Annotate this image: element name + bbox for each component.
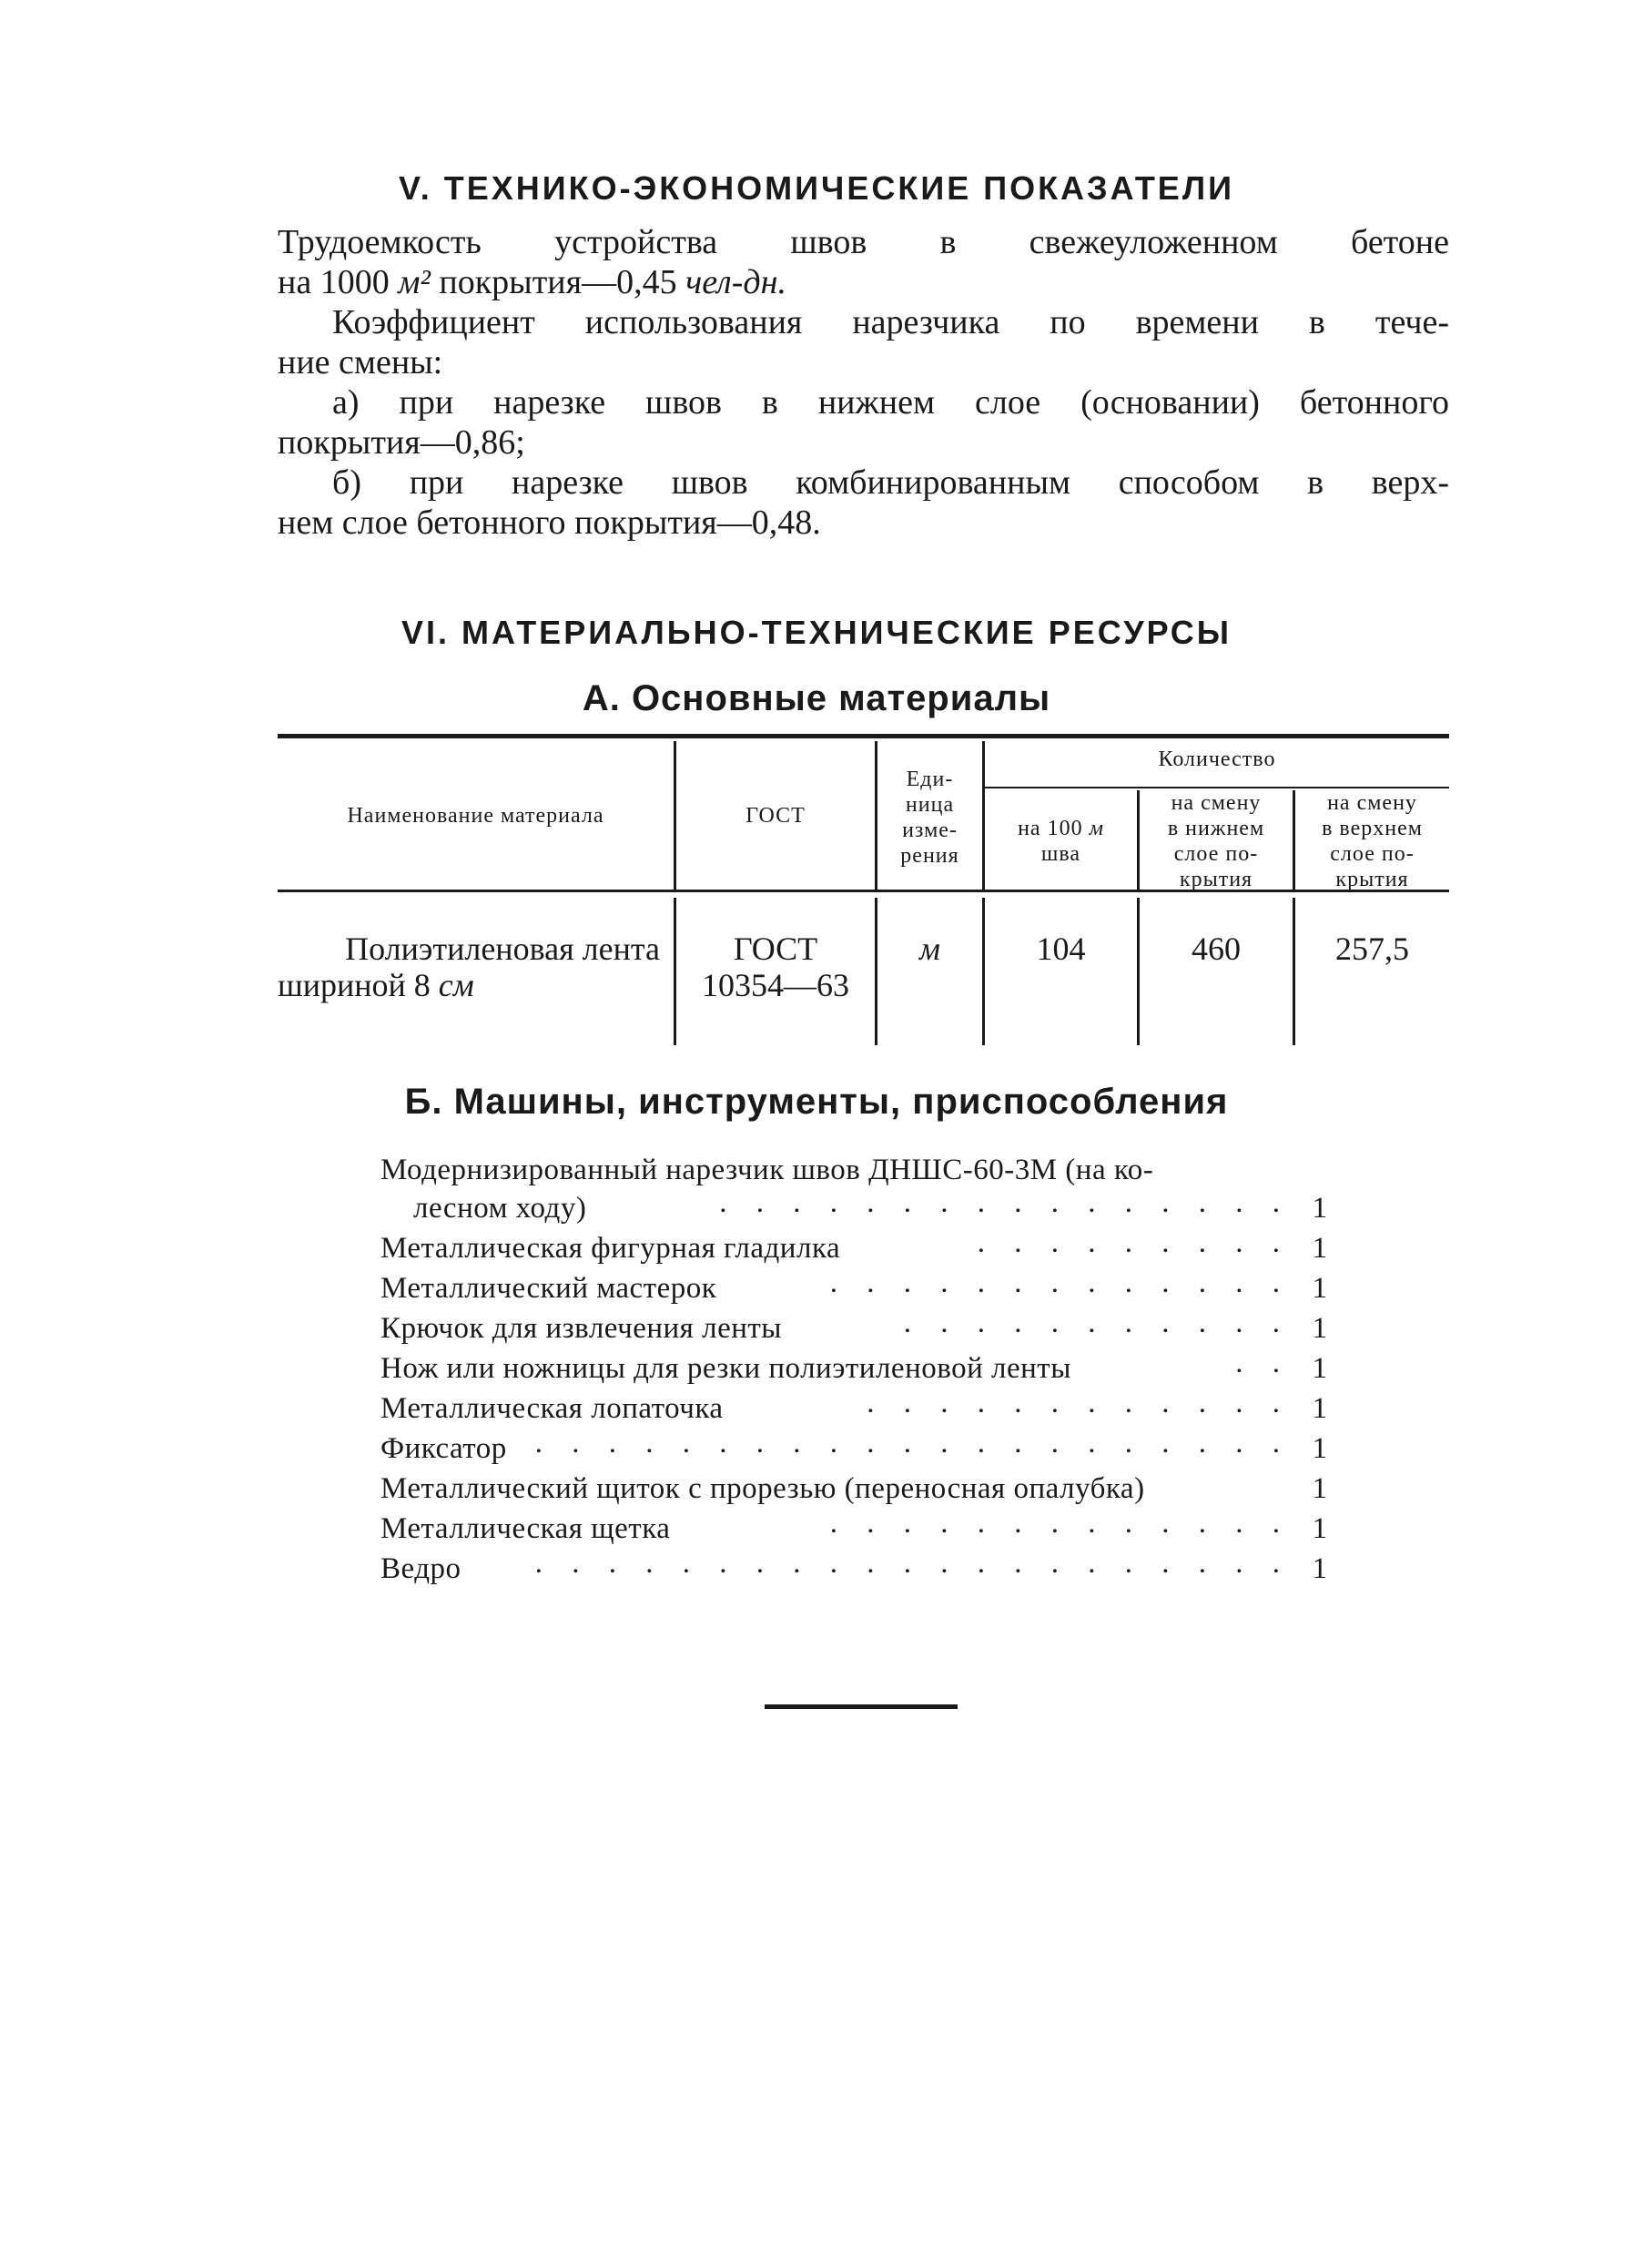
header-material-name: Наименование материала bbox=[347, 804, 604, 828]
list-item: Ведро . . . . . . . . . . . . . . . . . . . . . 1 bbox=[380, 1547, 1327, 1585]
coef-line-2: ние смены: bbox=[278, 343, 443, 381]
row-unit: м bbox=[919, 931, 940, 967]
col-divider bbox=[875, 898, 877, 1045]
quantity-sub-rule bbox=[985, 787, 1449, 788]
machines-title: Б. Машины, инструменты, приспособления bbox=[404, 1082, 1229, 1122]
item-a-line-2: покрытия—0,86; bbox=[278, 423, 525, 462]
materials-table bbox=[278, 734, 1449, 1045]
section-5-text bbox=[278, 222, 1449, 543]
header-per-100m: на 100 м шва bbox=[1018, 817, 1104, 866]
item-b-line-2: нем слое бетонного покрытия—0,48. bbox=[278, 503, 821, 542]
col-divider bbox=[1137, 898, 1140, 1045]
list-item: Крючок для извлечения ленты . . . . . . . . . . . 1 bbox=[380, 1307, 1327, 1345]
row-shift-upper: 257,5 bbox=[1335, 931, 1409, 967]
header-quantity: Количество bbox=[1158, 748, 1276, 771]
header-gost: ГОСТ bbox=[746, 804, 806, 828]
item-a-line-1: а) при нарезке швов в нижнем слое (основании) бетонного bbox=[332, 383, 1449, 422]
col-divider bbox=[1293, 898, 1295, 1045]
row-per-100m: 104 bbox=[1036, 931, 1086, 967]
coef-line-1: Коэффициент использования нарезчика по времени в тече- bbox=[332, 303, 1449, 341]
row-shift-lower: 460 bbox=[1192, 931, 1241, 967]
labor-line-1: Трудоемкость устройства швов в свежеуложенном бетоне bbox=[278, 223, 1449, 261]
list-item: Металлический мастерок . . . . . . . . . . . . . 1 bbox=[380, 1266, 1327, 1305]
col-divider bbox=[982, 898, 985, 1045]
list-item: Модернизированный нарезчик швов ДНШС-60-3М (на ко- bbox=[380, 1154, 1154, 1186]
row-gost: ГОСТ 10354—63 bbox=[702, 931, 849, 1003]
section-5-title: V. ТЕХНИКО-ЭКОНОМИЧЕСКИЕ ПОКАЗАТЕЛИ bbox=[399, 169, 1234, 207]
section-6-title: VI. МАТЕРИАЛЬНО-ТЕХНИЧЕСКИЕ РЕСУРСЫ bbox=[401, 614, 1232, 651]
list-item: Нож или ножницы для резки полиэтиленовой ленты . . 1 bbox=[380, 1347, 1327, 1385]
list-item: Фиксатор . . . . . . . . . . . . . . . . . . . . . 1 bbox=[380, 1427, 1327, 1465]
list-item: Металлическая лопаточка . . . . . . . . . . . . 1 bbox=[380, 1387, 1327, 1425]
table-top-rule bbox=[278, 734, 1449, 738]
list-item: Металлическая фигурная гладилка . . . . . . . . . 1 bbox=[380, 1226, 1327, 1265]
list-item: Металлический щиток с прорезью (переносная опалубка) 1 bbox=[380, 1472, 1327, 1505]
labor-line-2: на 1000 м² покрытия—0,45 чел-дн. bbox=[278, 263, 786, 301]
header-shift-upper: на смену в верхнем слое по- крытия bbox=[1322, 791, 1423, 891]
item-b-line-1: б) при нарезке швов комбинированным способом в верх- bbox=[332, 463, 1449, 502]
list-item: Металлическая щетка . . . . . . . . . . . . . 1 bbox=[380, 1507, 1327, 1545]
materials-title: А. Основные материалы bbox=[582, 678, 1051, 718]
header-unit: Еди- ница изме- рения bbox=[900, 768, 959, 868]
end-divider bbox=[765, 1704, 958, 1709]
row-material-name: Полиэтиленовая лента шириной 8 см bbox=[278, 931, 660, 1003]
header-shift-lower: на смену в нижнем слое по- крытия bbox=[1167, 791, 1265, 891]
list-item: лесном ходу) . . . . . . . . . . . . . . . . 1 bbox=[413, 1186, 1327, 1225]
